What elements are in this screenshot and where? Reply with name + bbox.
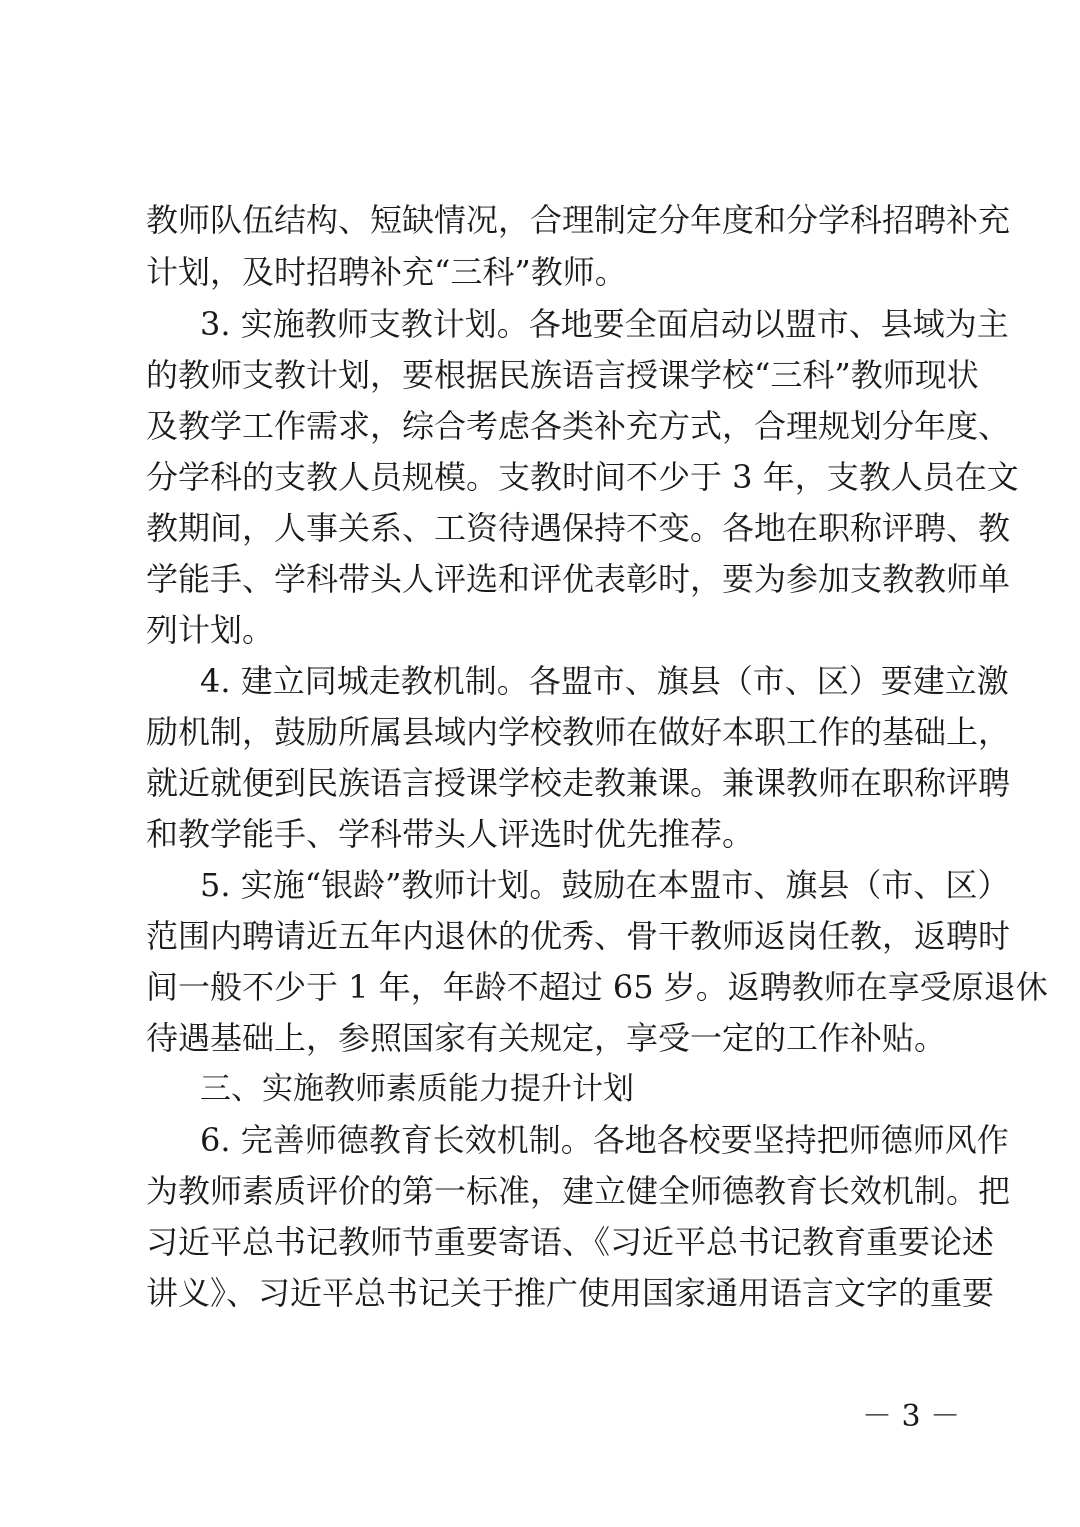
section-heading: 三、实施教师素质能力提升计划 bbox=[200, 1071, 634, 1107]
page-number: － 3 － bbox=[862, 1399, 961, 1434]
body-text-line: 励机制，鼓励所属县域内学校教师在做好本职工作的基础上， bbox=[146, 713, 1011, 751]
section-item-4: 4. 建立同城走教机制。各盟市、旗县（市、区）要建立激 bbox=[200, 662, 1009, 700]
body-text-line: 习近平总书记教师节重要寄语、《习近平总书记教育重要论述 bbox=[146, 1223, 995, 1261]
body-text-line: 的教师支教计划，要根据民族语言授课学校“三科”教师现状 bbox=[146, 356, 979, 394]
body-text-line: 教期间，人事关系、工资待遇保持不变。各地在职称评聘、教 bbox=[146, 509, 1011, 547]
body-text-line: 学能手、学科带头人评选和评优表彰时，要为参加支教教师单 bbox=[146, 560, 1011, 598]
body-text-line: 和教学能手、学科带头人评选时优先推荐。 bbox=[146, 815, 755, 853]
section-item-3: 3. 实施教师支教计划。各地要全面启动以盟市、县域为主 bbox=[200, 305, 1009, 343]
body-text-line: 及教学工作需求，综合考虑各类补充方式，合理规划分年度、 bbox=[146, 407, 1011, 445]
body-text-line: 列计划。 bbox=[146, 611, 275, 649]
body-text-line: 间一般不少于 1 年，年龄不超过 65 岁。返聘教师在享受原退休 bbox=[146, 968, 1048, 1006]
body-text-line: 讲义》、习近平总书记关于推广使用国家通用语言文字的重要 bbox=[146, 1274, 995, 1312]
body-text-line: 计划，及时招聘补充“三科”教师。 bbox=[146, 253, 627, 291]
body-text-line: 就近就便到民族语言授课学校走教兼课。兼课教师在职称评聘 bbox=[146, 764, 1011, 802]
body-text-line: 为教师素质评价的第一标准，建立健全师德教育长效机制。把 bbox=[146, 1172, 1011, 1210]
body-text-line: 待遇基础上，参照国家有关规定，享受一定的工作补贴。 bbox=[146, 1019, 947, 1057]
body-text-line: 范围内聘请近五年内退休的优秀、骨干教师返岗任教，返聘时 bbox=[146, 917, 1011, 955]
body-text-line: 教师队伍结构、短缺情况，合理制定分年度和分学科招聘补充 bbox=[146, 201, 1011, 239]
section-item-6: 6. 完善师德教育长效机制。各地各校要坚持把师德师风作 bbox=[200, 1121, 1009, 1159]
section-item-5: 5. 实施“银龄”教师计划。鼓励在本盟市、旗县（市、区） bbox=[200, 866, 1010, 904]
body-text-line: 分学科的支教人员规模。支教时间不少于 3 年，支教人员在文 bbox=[146, 458, 1019, 496]
